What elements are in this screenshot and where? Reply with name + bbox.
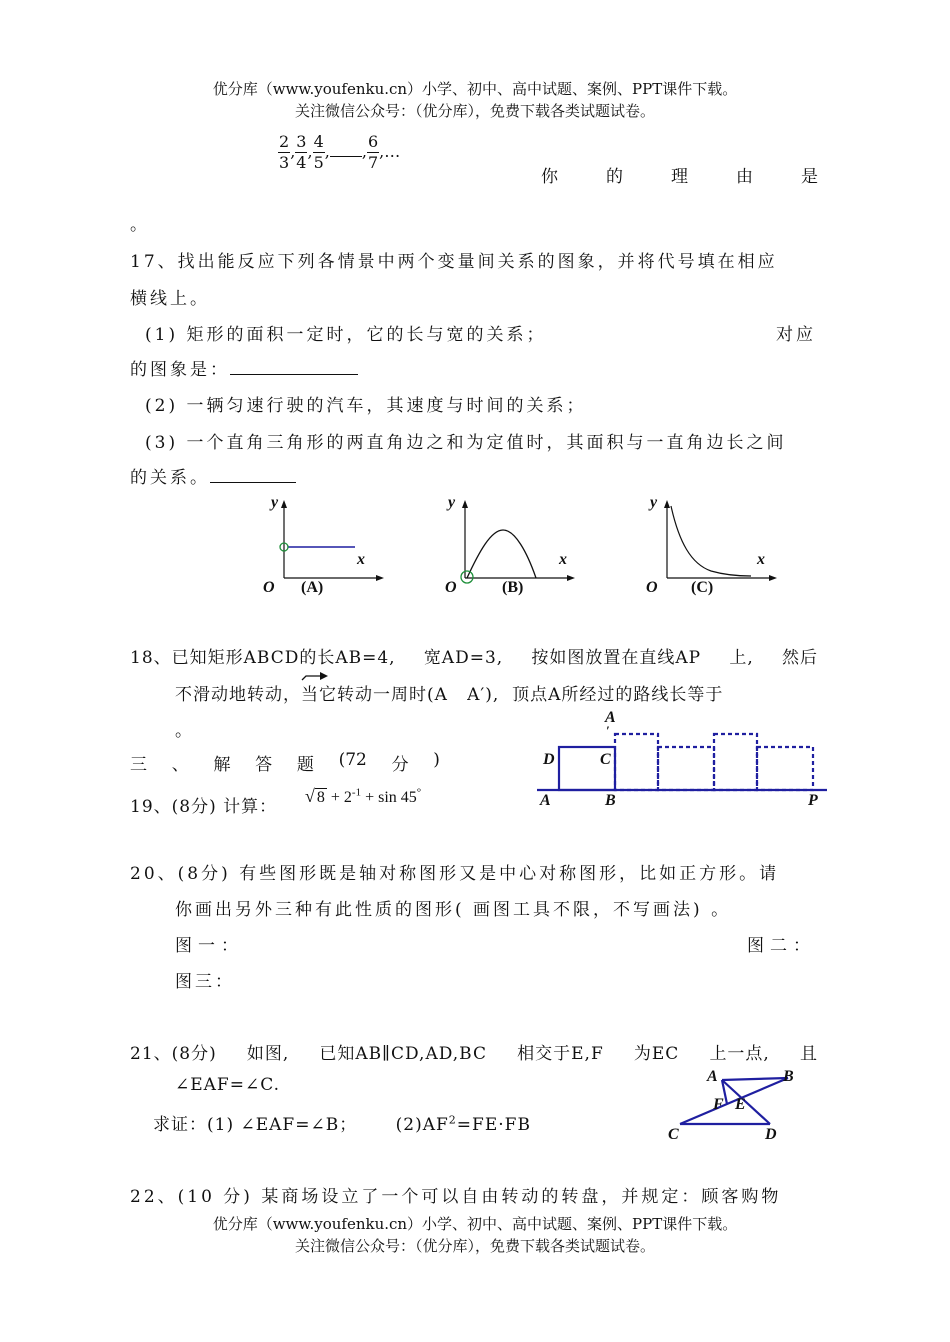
label-prime: ′ bbox=[606, 723, 610, 738]
q18-line-2: 不滑动地转动，当它转动一周时(A A′), 顶点A所经过的路线长等于 bbox=[175, 685, 724, 705]
header-line-1: 优分库（www.youfenku.cn）小学、初中、高中试题、案例、PPT课件下载。 bbox=[212, 80, 738, 98]
graph-a-caption: (A) bbox=[301, 579, 324, 596]
hyperbola-curve bbox=[671, 506, 751, 576]
label-c: C bbox=[600, 751, 611, 768]
q22-line-1: 22、(10 分) 某商场设立了一个可以自由转动的转盘，并规定：顾客购物 bbox=[130, 1187, 782, 1207]
answer-blank bbox=[210, 482, 296, 483]
q20-figure-3-label: 图三： bbox=[175, 972, 235, 992]
q17-line-1: 17、找出能反应下列各情景中两个变量间关系的图象，并将代号填在相应 bbox=[130, 252, 778, 272]
q17-item-3: (3) 一个直角三角形的两直角边之和为定值时，其面积与一直角边长之间 bbox=[145, 433, 787, 453]
graph-c-origin: O bbox=[646, 579, 658, 596]
footer-line-2: 关注微信公众号：（优分库），免费下载各类试题试卷。 bbox=[294, 1237, 655, 1255]
label-d: D bbox=[543, 751, 555, 768]
q17-item-3-answer: 的关系。 bbox=[130, 463, 296, 488]
comma: , bbox=[307, 142, 313, 161]
rotated-rectangle-4 bbox=[757, 747, 813, 790]
q20-line-1: 20、(8分) 有些图形既是轴对称图形又是中心对称图形，比如正方形。请 bbox=[130, 864, 780, 884]
graph-a-y-label: y bbox=[271, 494, 279, 511]
graph-b-origin: O bbox=[445, 579, 457, 596]
header-line-2: 关注微信公众号：（优分库），免费下载各类试题试卷。 bbox=[294, 102, 655, 120]
fraction-2: $\frac{3}{4}$ bbox=[296, 132, 307, 172]
q18-line-1: 18、已知矩形ABCD的长AB=4, 宽AD=3, 按如图放置在直线AP 上, 然后 bbox=[130, 648, 818, 668]
q16-sequence bbox=[278, 132, 400, 173]
footer-line-1: 优分库（www.youfenku.cn）小学、初中、高中试题、案例、PPT课件下载。 bbox=[212, 1215, 738, 1233]
graph-c-y-label: y bbox=[650, 494, 658, 511]
q21-line-1: 21、(8分) 如图, 已知AB∥CD,AD,BC 相交于E,F 为EC 上一点, 且 bbox=[130, 1044, 818, 1064]
rectangle-rolling-figure bbox=[535, 726, 830, 800]
q17-item-2: (2) 一辆匀速行驶的汽车，其速度与时间的关系； bbox=[145, 396, 587, 416]
label-b: B bbox=[783, 1068, 794, 1085]
rotated-rectangle-3 bbox=[714, 734, 757, 790]
q20-figure-2-label: 图二： bbox=[747, 936, 816, 956]
graph-b-y-label: y bbox=[448, 494, 456, 511]
q17-item-1-answer: 的图象是： bbox=[130, 355, 358, 380]
label-a-top: A bbox=[605, 709, 616, 726]
graph-c bbox=[645, 492, 785, 602]
parabola-curve bbox=[467, 530, 536, 578]
label-b: B bbox=[605, 792, 616, 809]
sqrt-icon: √ bbox=[305, 786, 315, 806]
y-axis-arrow-icon bbox=[462, 500, 468, 508]
q21-line-2: ∠EAF=∠C. bbox=[175, 1075, 281, 1095]
q20-figure-1-label: 图一： bbox=[175, 936, 244, 956]
label-c: C bbox=[668, 1126, 679, 1143]
q16-reason-label: 你 的 理 由 是 bbox=[541, 167, 818, 187]
y-axis-arrow-icon bbox=[664, 500, 670, 508]
graph-c-x-label: x bbox=[757, 551, 765, 568]
y-axis-arrow-icon bbox=[281, 500, 287, 508]
q20-line-2: 你画出另外三种有此性质的图形( 画图工具不限，不写画法) 。 bbox=[175, 900, 732, 920]
graph-a-origin: O bbox=[263, 579, 275, 596]
graph-b-caption: (B) bbox=[502, 579, 524, 596]
rotated-rectangle-2 bbox=[658, 747, 714, 790]
comma: , bbox=[290, 142, 296, 161]
segment-bc bbox=[680, 1078, 788, 1124]
x-axis-arrow-icon bbox=[769, 575, 777, 581]
graph-a bbox=[262, 492, 392, 602]
label-a: A bbox=[707, 1068, 718, 1085]
x-axis-arrow-icon bbox=[376, 575, 384, 581]
q16-end-mark: 。 bbox=[130, 215, 150, 235]
graph-c-caption: (C) bbox=[691, 579, 714, 596]
q19-prefix: 19、(8分) 计算： bbox=[130, 797, 278, 817]
x-axis-arrow-icon bbox=[567, 575, 575, 581]
label-e: E bbox=[735, 1096, 746, 1113]
comma: , bbox=[324, 142, 330, 161]
graph-a-x-label: x bbox=[357, 551, 365, 568]
fraction-3: $\frac{4}{5}$ bbox=[313, 132, 324, 172]
fraction-1: $\frac{2}{3}$ bbox=[279, 132, 290, 172]
q17-item-1: (1) 矩形的面积一定时，它的长与宽的关系； bbox=[145, 325, 547, 345]
label-f: F bbox=[713, 1096, 724, 1113]
answer-blank bbox=[230, 374, 358, 375]
q19-expression: √ $8 + 2^{-1} + \sin 45^\circ$ bbox=[305, 786, 422, 806]
q21-proof: 求证：(1) ∠EAF=∠B； $(2)AF^2=FE\cdot FB$ bbox=[153, 1113, 531, 1135]
label-p: P bbox=[808, 792, 818, 809]
fraction-4: $\frac{6}{7}$ bbox=[367, 132, 379, 172]
graph-b-x-label: x bbox=[559, 551, 567, 568]
rotation-arrow-icon bbox=[300, 668, 330, 684]
rotated-rectangle-1 bbox=[615, 734, 658, 790]
comma: , bbox=[361, 142, 367, 161]
q18-line-3: 。 bbox=[175, 721, 195, 741]
q17-item-1-tail: 对应 bbox=[776, 325, 816, 345]
label-d: D bbox=[765, 1126, 777, 1143]
ellipsis: ,… bbox=[379, 142, 401, 161]
q17-line-2: 横线上。 bbox=[130, 289, 210, 309]
label-a: A bbox=[540, 792, 551, 809]
answer-blank bbox=[330, 156, 362, 157]
segment-ab bbox=[722, 1078, 788, 1080]
section-3-heading: 三 、 解 答 题 (72 分 ) bbox=[130, 750, 440, 775]
